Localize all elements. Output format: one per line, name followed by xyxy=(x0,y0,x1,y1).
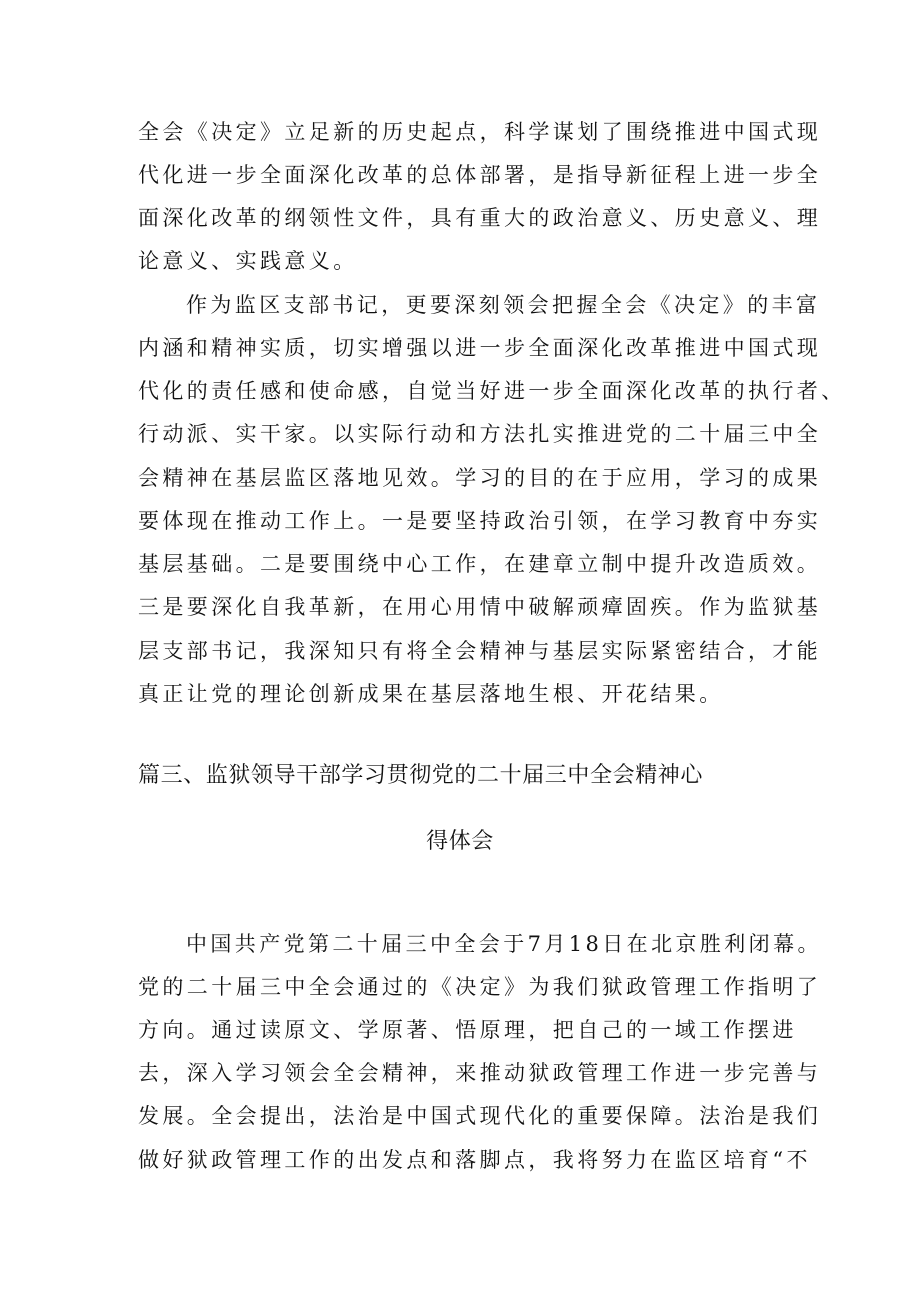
text-line: 作为监区支部书记，更要深刻领会把握全会《决定》的丰富 xyxy=(186,293,821,317)
text-line: 内涵和精神实质，切实增强以进一步全面深化改革推进中国式现 xyxy=(138,336,822,360)
text-line: 全会《决定》立足新的历史起点，科学谋划了围绕推进中国式现 xyxy=(138,120,822,144)
text-line: 面深化改革的纲领性文件，具有重大的政治意义、历史意义、理 xyxy=(138,206,822,230)
text-line: 代化的责任感和使命感，自觉当好进一步全面深化改革的执行者、 xyxy=(138,379,846,403)
text-line: 做好狱政管理工作的出发点和落脚点，我将努力在监区培育“不 xyxy=(138,1148,811,1172)
text-line: 党的二十届三中全会通过的《决定》为我们狱政管理工作指明了 xyxy=(138,975,822,999)
text-line: 层支部书记，我深知只有将全会精神与基层实际紧密结合，才能 xyxy=(138,639,822,663)
text-line: 三是要深化自我革新，在用心用情中破解顽瘴固疾。作为监狱基 xyxy=(138,595,822,619)
text-line: 真正让党的理论创新成果在基层落地生根、开花结果。 xyxy=(138,682,724,706)
text-line: 要体现在推动工作上。一是要坚持政治引领，在学习教育中夯实 xyxy=(138,509,822,533)
heading-line: 篇三、监狱领导干部学习贯彻党的二十届三中全会精神心 xyxy=(138,763,704,788)
text-line: 去，深入学习领会全会精神，来推动狱政管理工作进一步完善与 xyxy=(138,1061,822,1085)
heading-line: 得体会 xyxy=(426,829,494,854)
text-line: 论意义、实践意义。 xyxy=(138,249,358,273)
text-line: 方向。通过读原文、学原著、悟原理，把自己的一域工作摆进 xyxy=(138,1018,797,1042)
text-line: 会精神在基层监区落地见效。学习的目的在于应用，学习的成果 xyxy=(138,466,822,490)
text-line: 中国共产党第二十届三中全会于7月18日在北京胜利闭幕。 xyxy=(186,932,822,956)
text-line: 基层基础。二是要围绕中心工作，在建章立制中提升改造质效。 xyxy=(138,552,822,576)
text-line: 行动派、实干家。以实际行动和方法扎实推进党的二十届三中全 xyxy=(138,422,822,446)
text-line: 代化进一步全面深化改革的总体部署，是指导新征程上进一步全 xyxy=(138,163,822,187)
text-line: 发展。全会提出，法治是中国式现代化的重要保障。法治是我们 xyxy=(138,1104,822,1128)
